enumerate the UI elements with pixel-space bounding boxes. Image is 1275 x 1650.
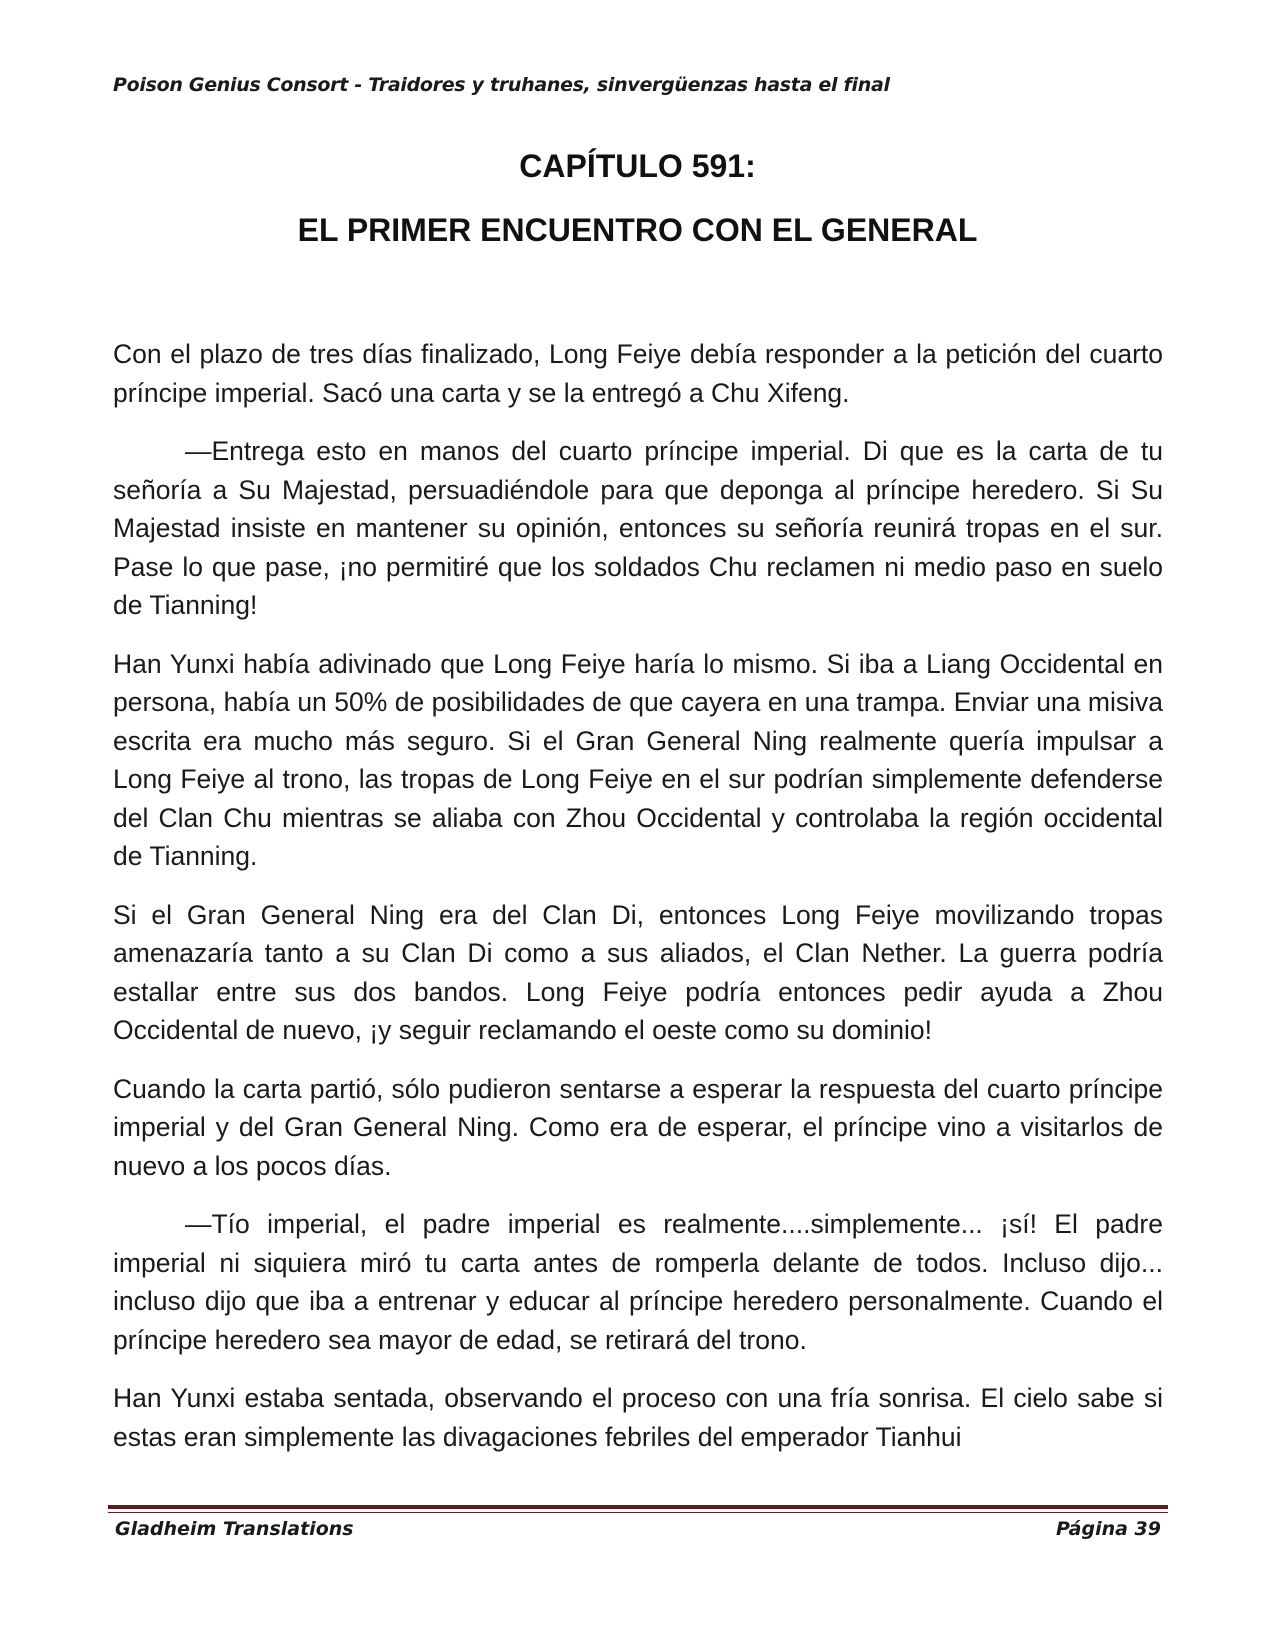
paragraph-dialogue: —Entrega esto en manos del cuarto príncipe imperial. Di que es la carta de tu señoría a Su Majestad, persuadiéndole para que deponga al príncipe heredero. Si Su Majestad insiste en mantener su opinión, entonces su señoría reunirá tropas en el sur. Pase lo que pase, ¡no permitiré que los soldados Chu reclamen ni medio paso en suelo de Tianning! (113, 436, 1163, 620)
footer-page-number: Página 39 (1055, 1518, 1161, 1540)
footer-divider (108, 1505, 1168, 1513)
chapter-body (113, 335, 1163, 1476)
paragraph: Si el Gran General Ning era del Clan Di, entonces Long Feiye movilizando tropas amenazaría tanto a su Clan Di como a sus aliados, el Clan Nether. La guerra podría estallar entre sus dos bandos. Long Feiye podría entonces pedir ayuda a Zhou Occidental de nuevo, ¡y seguir reclamando el oeste como su dominio! (113, 899, 1163, 1045)
paragraph: Con el plazo de tres días finalizado, Long Feiye debía responder a la petición del cuarto príncipe imperial. Sacó una carta y se la entregó a Chu Xifeng. (113, 339, 1163, 408)
footer-publisher: Gladheim Translations (115, 1518, 354, 1540)
paragraph: Cuando la carta partió, sólo pudieron sentarse a esperar la respuesta del cuarto príncipe imperial y del Gran General Ning. Como era de esperar, el príncipe vino a visitarlos de nuevo a los pocos días. (113, 1073, 1163, 1181)
running-header: Poison Genius Consort - Traidores y truhanes, sinvergüenzas hasta el final (113, 74, 890, 96)
paragraph-dialogue: —Tío imperial, el padre imperial es realmente....simplemente... ¡sí! El padre imperial ni siquiera miró tu carta antes de romperla delante de todos. Incluso dijo... incluso dijo que iba a entrenar y educar al príncipe heredero personalmente. Cuando el príncipe heredero sea mayor de edad, se retirará del trono. (113, 1209, 1163, 1355)
chapter-number: CAPÍTULO 591: (519, 148, 756, 184)
paragraph: Han Yunxi estaba sentada, observando el proceso con una fría sonrisa. El cielo sabe si estas eran simplemente las divagaciones febriles del emperador Tianhui (113, 1383, 1163, 1452)
paragraph: Han Yunxi había adivinado que Long Feiye haría lo mismo. Si iba a Liang Occidental en persona, había un 50% de posibilidades de que cayera en una trampa. Enviar una misiva escrita era mucho más seguro. Si el Gran General Ning realmente quería impulsar a Long Feiye al trono, las tropas de Long Feiye en el sur podrían simplemente defenderse del Clan Chu mientras se aliaba con Zhou Occidental y controlaba la región occidental de Tianning. (113, 648, 1163, 871)
chapter-title: EL PRIMER ENCUENTRO CON EL GENERAL (297, 212, 978, 248)
